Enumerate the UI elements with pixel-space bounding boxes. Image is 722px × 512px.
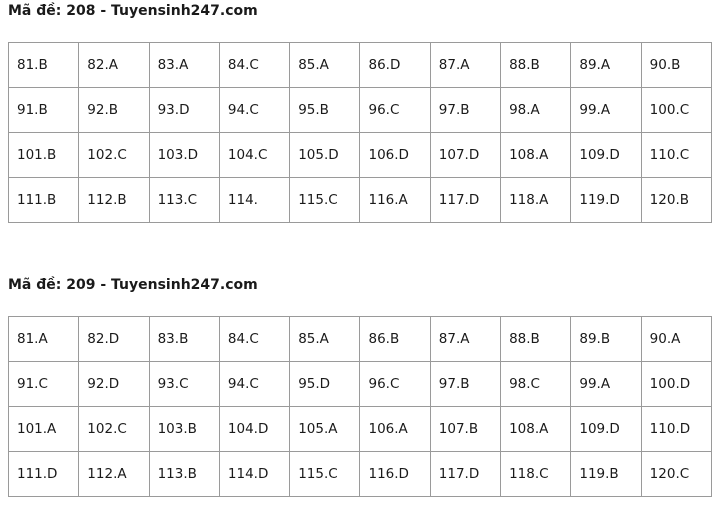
answer-cell: 108.A bbox=[501, 407, 571, 452]
answer-cell: 108.A bbox=[501, 133, 571, 178]
answer-cell: 113.B bbox=[149, 452, 219, 497]
answer-cell: 109.D bbox=[571, 133, 641, 178]
answer-cell: 81.A bbox=[9, 317, 79, 362]
answer-cell: 96.C bbox=[360, 362, 430, 407]
answer-cell: 95.D bbox=[290, 362, 360, 407]
answer-cell: 88.B bbox=[501, 43, 571, 88]
answer-cell: 115.C bbox=[290, 452, 360, 497]
answer-cell: 91.B bbox=[9, 88, 79, 133]
table-row bbox=[9, 178, 712, 223]
answer-cell: 115.C bbox=[290, 178, 360, 223]
answer-cell: 104.D bbox=[219, 407, 289, 452]
answer-cell: 85.A bbox=[290, 317, 360, 362]
table-row bbox=[9, 133, 712, 178]
answer-cell: 105.A bbox=[290, 407, 360, 452]
answer-cell: 111.D bbox=[9, 452, 79, 497]
answer-cell: 111.B bbox=[9, 178, 79, 223]
answer-cell: 81.B bbox=[9, 43, 79, 88]
answer-cell: 92.B bbox=[79, 88, 149, 133]
answer-cell: 117.D bbox=[430, 452, 500, 497]
answer-cell: 90.A bbox=[641, 317, 711, 362]
answer-cell: 109.D bbox=[571, 407, 641, 452]
answer-cell: 106.A bbox=[360, 407, 430, 452]
answer-table-208 bbox=[8, 42, 712, 223]
answer-cell: 120.B bbox=[641, 178, 711, 223]
answer-cell: 110.D bbox=[641, 407, 711, 452]
table-row bbox=[9, 43, 712, 88]
answer-cell: 101.A bbox=[9, 407, 79, 452]
table-row bbox=[9, 88, 712, 133]
answer-cell: 99.A bbox=[571, 362, 641, 407]
answer-cell: 120.C bbox=[641, 452, 711, 497]
table-row bbox=[9, 362, 712, 407]
answer-cell: 107.D bbox=[430, 133, 500, 178]
answer-cell: 97.B bbox=[430, 88, 500, 133]
answer-cell: 92.D bbox=[79, 362, 149, 407]
answer-cell: 101.B bbox=[9, 133, 79, 178]
answer-cell: 98.A bbox=[501, 88, 571, 133]
exam-code-caption-209: Mã đề: 209 - Tuyensinh247.com bbox=[8, 277, 258, 293]
answer-cell: 112.B bbox=[79, 178, 149, 223]
answer-cell: 100.D bbox=[641, 362, 711, 407]
answer-cell: 103.B bbox=[149, 407, 219, 452]
answer-cell: 84.C bbox=[219, 43, 289, 88]
answer-cell: 119.D bbox=[571, 178, 641, 223]
answer-cell: 110.C bbox=[641, 133, 711, 178]
table-row bbox=[9, 317, 712, 362]
answer-cell: 85.A bbox=[290, 43, 360, 88]
answer-cell: 104.C bbox=[219, 133, 289, 178]
answer-cell: 118.A bbox=[501, 178, 571, 223]
answer-cell: 89.A bbox=[571, 43, 641, 88]
answer-cell: 82.D bbox=[79, 317, 149, 362]
answer-block-208 bbox=[0, 0, 722, 223]
answer-cell: 93.D bbox=[149, 88, 219, 133]
answer-cell: 91.C bbox=[9, 362, 79, 407]
answer-cell: 88.B bbox=[501, 317, 571, 362]
answer-cell: 106.D bbox=[360, 133, 430, 178]
answer-cell: 98.C bbox=[501, 362, 571, 407]
table-row bbox=[9, 407, 712, 452]
answer-cell: 117.D bbox=[430, 178, 500, 223]
exam-code-caption-208: Mã đề: 208 - Tuyensinh247.com bbox=[8, 3, 258, 19]
answer-cell: 86.D bbox=[360, 43, 430, 88]
answer-cell: 102.C bbox=[79, 407, 149, 452]
answer-cell: 95.B bbox=[290, 88, 360, 133]
answer-cell: 102.C bbox=[79, 133, 149, 178]
answer-cell: 116.D bbox=[360, 452, 430, 497]
answer-cell: 96.C bbox=[360, 88, 430, 133]
answer-cell: 113.C bbox=[149, 178, 219, 223]
answer-cell: 112.A bbox=[79, 452, 149, 497]
answer-cell: 84.C bbox=[219, 317, 289, 362]
answer-cell: 97.B bbox=[430, 362, 500, 407]
answer-cell: 87.A bbox=[430, 43, 500, 88]
answer-cell: 119.B bbox=[571, 452, 641, 497]
answer-cell: 94.C bbox=[219, 362, 289, 407]
answer-cell: 116.A bbox=[360, 178, 430, 223]
answer-block-209 bbox=[0, 274, 722, 497]
answer-cell: 103.D bbox=[149, 133, 219, 178]
answer-cell: 87.A bbox=[430, 317, 500, 362]
answer-cell: 93.C bbox=[149, 362, 219, 407]
answer-cell: 118.C bbox=[501, 452, 571, 497]
answer-cell: 94.C bbox=[219, 88, 289, 133]
answer-cell: 99.A bbox=[571, 88, 641, 133]
answer-cell: 107.B bbox=[430, 407, 500, 452]
answer-cell: 83.A bbox=[149, 43, 219, 88]
answer-cell: 89.B bbox=[571, 317, 641, 362]
answer-cell: 82.A bbox=[79, 43, 149, 88]
answer-table-209 bbox=[8, 316, 712, 497]
answer-cell: 83.B bbox=[149, 317, 219, 362]
table-row bbox=[9, 452, 712, 497]
answer-cell: 86.B bbox=[360, 317, 430, 362]
answer-cell: 114. bbox=[219, 178, 289, 223]
answer-cell: 105.D bbox=[290, 133, 360, 178]
answer-cell: 114.D bbox=[219, 452, 289, 497]
answer-cell: 90.B bbox=[641, 43, 711, 88]
answer-cell: 100.C bbox=[641, 88, 711, 133]
